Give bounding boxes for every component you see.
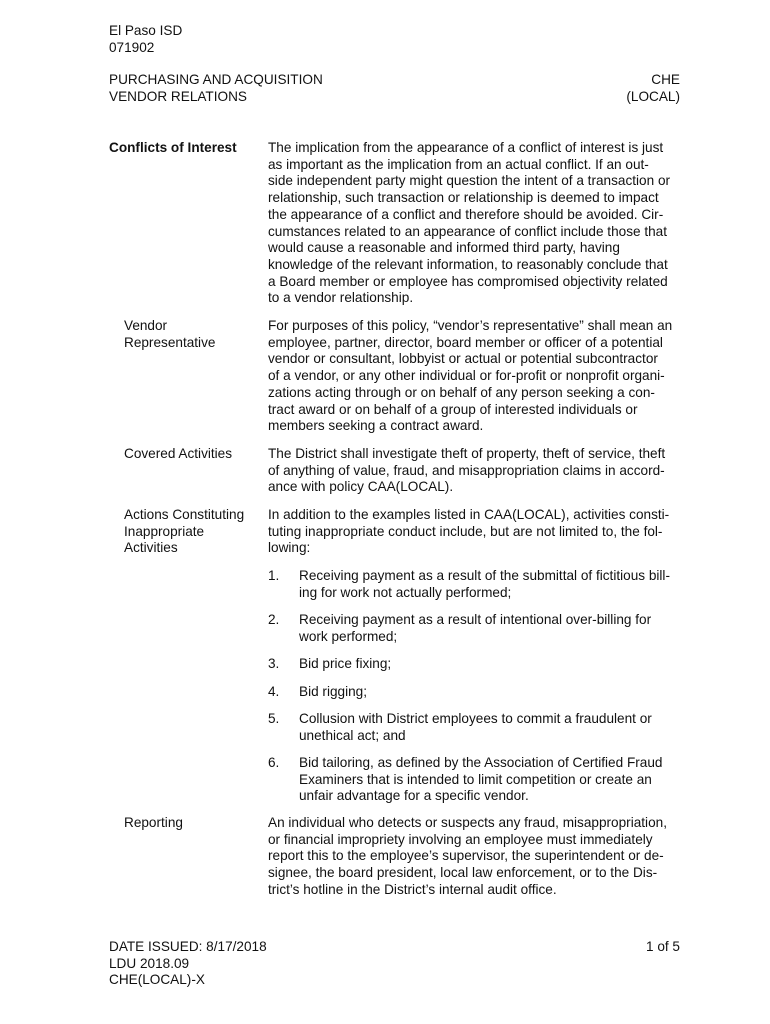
text-line: relationship, such transaction or relationship is deemed to impact: [268, 190, 659, 206]
text-line: ance with policy CAA(LOCAL).: [268, 479, 454, 495]
list-number: 5.: [268, 711, 280, 726]
text-line: report this to the employee’s supervisor, the superintendent or de-: [268, 848, 664, 864]
document-code: CHE(LOCAL)-X: [109, 972, 205, 987]
district-header: [109, 23, 182, 56]
list-number: 3.: [268, 656, 280, 671]
subheading-actions-constituting: [124, 507, 244, 557]
list-number: 6.: [268, 755, 280, 770]
subheading-reporting: Reporting: [124, 815, 183, 830]
text-line: Bid price fixing;: [299, 656, 392, 671]
subheading-line: Representative: [124, 334, 216, 350]
vendor-representative-text: [268, 318, 680, 435]
actions-intro-text: [268, 507, 680, 557]
subheading-covered-activities: Covered Activities: [124, 446, 233, 461]
text-line: ing for work not actually performed;: [299, 584, 512, 600]
text-line: as important as the implication from an actual conflict. If an out-: [268, 156, 649, 172]
district-code: 071902: [109, 39, 155, 55]
text-line: employee, partner, director, board member or officer of a potential: [268, 334, 663, 350]
text-line: members seeking a contract award.: [268, 418, 484, 434]
text-line: zations acting through or on behalf of any person seeking a con-: [268, 384, 655, 400]
text-line: tuting inappropriate conduct include, but are not limited to, the fol-: [268, 523, 663, 539]
text-line: Receiving payment as a result of the submittal of fictitious bill-: [299, 568, 670, 583]
list-number: 2.: [268, 612, 280, 627]
list-number: 4.: [268, 684, 280, 699]
text-line: trict’s hotline in the District’s internal audit office.: [268, 881, 557, 897]
text-line: The implication from the appearance of a conflict of interest is just: [268, 140, 664, 155]
text-line: Bid tailoring, as defined by the Association of Certified Fraud: [299, 755, 663, 770]
policy-code: [626, 72, 680, 105]
text-line: The District shall investigate theft of property, theft of service, theft: [268, 446, 666, 461]
text-line: vendor or consultant, lobbyist or actual or potential subcontractor: [268, 351, 658, 367]
text-line: of a vendor, or any other individual or for-profit or nonprofit organi-: [268, 368, 665, 384]
conflicts-text: [268, 140, 680, 307]
text-line: of anything of value, fraud, and misappropriation claims in accord-: [268, 462, 665, 478]
subheading-vendor-representative: [124, 318, 215, 351]
text-line: a Board member or employee has compromised objectivity related: [268, 273, 668, 289]
heading-conflicts-of-interest: Conflicts of Interest: [109, 140, 237, 155]
list-item: [299, 711, 680, 744]
subheading-line: Vendor: [124, 318, 168, 333]
date-issued: DATE ISSUED: 8/17/2018: [109, 939, 267, 954]
policy-code-line1: CHE: [651, 72, 680, 87]
text-line: Collusion with District employees to commit a fraudulent or: [299, 711, 652, 726]
text-line: Bid rigging;: [299, 684, 368, 699]
text-line: signee, the board president, local law enforcement, or to the Dis-: [268, 865, 658, 881]
ldu-code: LDU 2018.09: [109, 955, 190, 971]
text-line: In addition to the examples listed in CAA(LOCAL), activities consti-: [268, 507, 670, 522]
text-line: or financial impropriety involving an employee must immediately: [268, 831, 653, 847]
text-line: tract award or on behalf of a group of interested individuals or: [268, 401, 638, 417]
text-line: would cause a reasonable and informed third party, having: [268, 240, 620, 256]
text-line: unethical act; and: [299, 727, 406, 743]
list-item: [299, 568, 680, 601]
text-line: to a vendor relationship.: [268, 290, 414, 306]
covered-activities-text: [268, 446, 680, 496]
section-title-line1: PURCHASING AND ACQUISITION: [109, 72, 323, 87]
subheading-line: Activities: [124, 540, 178, 555]
section-title: [109, 72, 323, 105]
text-line: side independent party might question the intent of a transaction or: [268, 173, 671, 189]
list-item: [299, 612, 680, 645]
list-item: [299, 755, 680, 805]
text-line: work performed;: [299, 628, 398, 644]
page-number: 1 of 5: [645, 939, 680, 954]
section-title-line2: VENDOR RELATIONS: [109, 88, 247, 104]
text-line: For purposes of this policy, “vendor’s representative” shall mean an: [268, 318, 673, 333]
text-line: the appearance of a conflict and therefore should be avoided. Cir-: [268, 206, 664, 222]
text-line: lowing:: [268, 540, 311, 556]
subheading-line: Actions Constituting: [124, 507, 245, 522]
text-line: Examiners that is intended to limit competition or create an: [299, 771, 652, 787]
subheading-line: Inappropriate: [124, 523, 205, 539]
policy-code-line2: (LOCAL): [626, 88, 680, 104]
text-line: cumstances related to an appearance of conflict include those that: [268, 223, 667, 239]
text-line: An individual who detects or suspects any fraud, misappropriation,: [268, 815, 667, 830]
footer-info: [109, 939, 267, 989]
text-line: knowledge of the relevant information, to reasonably conclude that: [268, 256, 668, 272]
reporting-text: [268, 815, 680, 899]
list-item: [299, 656, 680, 673]
text-line: unfair advantage for a specific vendor.: [299, 788, 529, 804]
list-item: [299, 684, 680, 701]
district-name: El Paso ISD: [109, 23, 183, 38]
list-number: 1.: [268, 568, 280, 583]
text-line: Receiving payment as a result of intentional over-billing for: [299, 612, 652, 627]
